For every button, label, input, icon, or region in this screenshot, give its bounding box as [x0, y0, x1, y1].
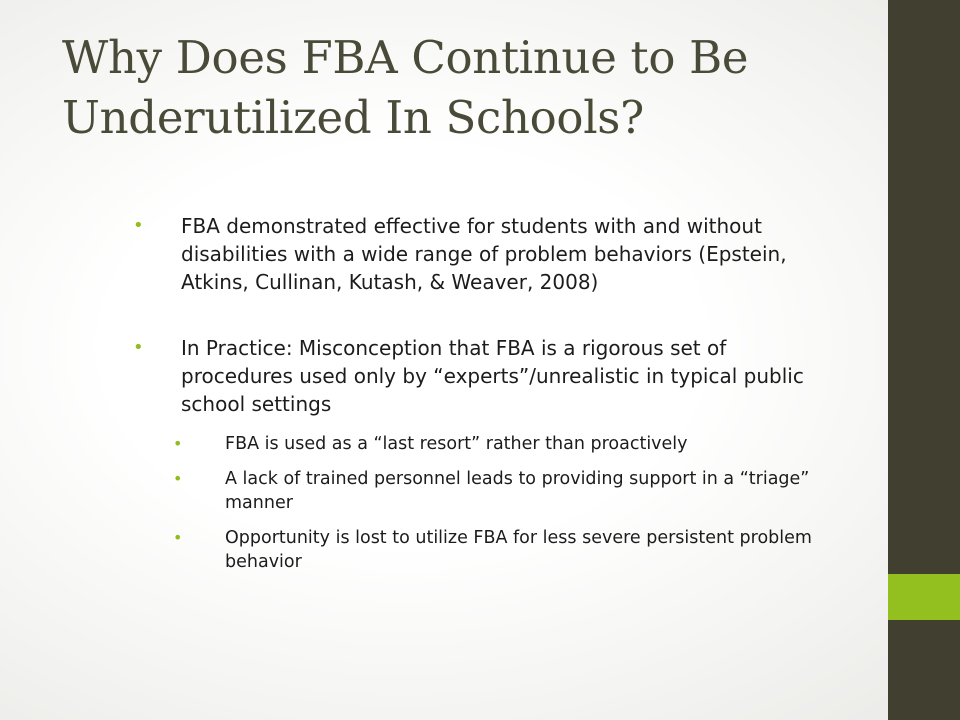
- sub-bullet-item: [133, 432, 813, 456]
- sub-bullet-text: FBA is used as a “last resort” rather than proactively: [225, 434, 688, 454]
- sidebar-dark-band-bottom: [888, 620, 960, 720]
- bullet-icon: •: [173, 528, 183, 547]
- bullet-icon: •: [173, 434, 183, 453]
- sidebar-dark-band: [888, 0, 960, 574]
- bullet-item: [133, 334, 813, 418]
- bullet-icon: •: [133, 215, 144, 236]
- sub-bullet-text: A lack of trained personnel leads to providing support in a “triage” manner: [225, 469, 810, 513]
- bullet-icon: •: [173, 469, 183, 488]
- bullet-item: [133, 212, 813, 296]
- sidebar-accent-band: [888, 574, 960, 620]
- sub-bullet-item: [133, 526, 813, 574]
- bullet-list: [133, 212, 813, 585]
- bullet-icon: •: [133, 337, 144, 358]
- sub-bullet-text: Opportunity is lost to utilize FBA for less severe persistent problem behavior: [225, 528, 812, 572]
- bullet-text: FBA demonstrated effective for students with and without disabilities with a wide range of problem behaviors (Epstein, Atkins, Cullinan, Kutash, & Weaver, 2008): [181, 214, 787, 294]
- bullet-text: In Practice: Misconception that FBA is a rigorous set of procedures used only by “experts”/unrealistic in typical public school settings: [181, 336, 804, 416]
- slide-title: Why Does FBA Continue to Be Underutilized In Schools?: [62, 31, 749, 144]
- sub-bullet-item: [133, 467, 813, 515]
